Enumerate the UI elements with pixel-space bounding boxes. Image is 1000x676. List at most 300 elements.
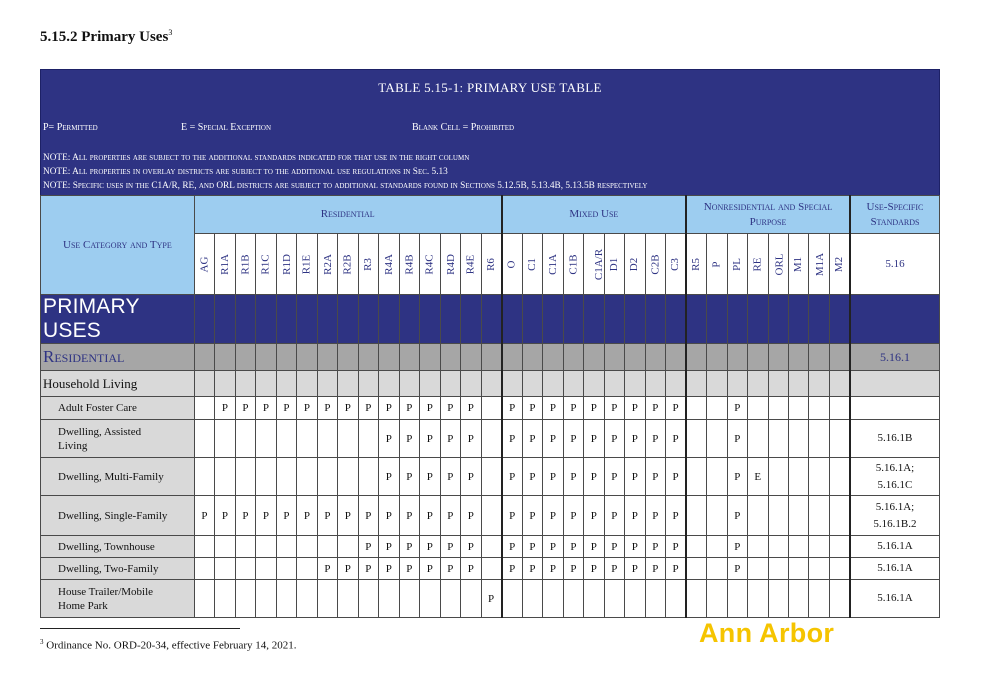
permission-cell: P xyxy=(666,397,687,420)
use-name: Dwelling, Townhouse xyxy=(41,536,195,558)
permission-cell: P xyxy=(461,420,481,458)
empty-cell xyxy=(399,344,419,371)
permission-cell: P xyxy=(461,397,481,420)
use-standard xyxy=(850,580,940,618)
permission-cell: P xyxy=(522,496,542,536)
zone-header: C2B xyxy=(645,234,665,295)
permission-cell xyxy=(686,458,706,496)
zone-header: RE xyxy=(748,234,768,295)
permission-cell: P xyxy=(317,558,337,580)
permission-cell xyxy=(481,397,502,420)
empty-cell xyxy=(666,295,687,344)
permission-cell: P xyxy=(379,458,399,496)
zone-header: R4A xyxy=(379,234,399,295)
permission-cell xyxy=(748,496,768,536)
permission-cell: P xyxy=(522,420,542,458)
permission-cell xyxy=(297,580,317,618)
permission-cell: P xyxy=(543,496,563,536)
empty-cell xyxy=(522,344,542,371)
table-row xyxy=(41,536,940,558)
permission-cell xyxy=(215,536,235,558)
zone-header: D1 xyxy=(604,234,624,295)
empty-cell xyxy=(768,371,788,397)
empty-cell xyxy=(727,295,747,344)
empty-cell xyxy=(645,371,665,397)
zone-header: R1E xyxy=(297,234,317,295)
permission-cell: P xyxy=(276,397,296,420)
permission-cell xyxy=(276,580,296,618)
permission-cell xyxy=(194,558,214,580)
empty-cell xyxy=(379,371,399,397)
permission-cell xyxy=(215,420,235,458)
permission-cell xyxy=(788,397,808,420)
standard-ref: 5.16.1B xyxy=(877,432,913,444)
table-notes xyxy=(43,151,647,193)
permission-cell xyxy=(317,536,337,558)
permission-cell xyxy=(768,397,788,420)
residential-heading: Residential xyxy=(41,344,195,371)
note-line: NOTE: Specific uses in the C1A/R, RE, and ORL districts are subject to additional standards found in Sections 5.12.5B, 5.13.4B, 5.13.5B respectively xyxy=(43,181,648,191)
permission-cell xyxy=(297,536,317,558)
permission-cell xyxy=(625,580,645,618)
permission-cell xyxy=(788,580,808,618)
note-line: NOTE: All properties in overlay districts are subject to the additional use regulations in Sec. 5.13 xyxy=(43,167,448,177)
permission-cell: P xyxy=(276,496,296,536)
permission-cell: P xyxy=(727,536,747,558)
empty-cell xyxy=(563,295,583,344)
empty-cell xyxy=(809,371,829,397)
permission-cell: P xyxy=(502,496,522,536)
permission-cell: P xyxy=(338,397,358,420)
permission-cell xyxy=(235,580,255,618)
empty-cell xyxy=(502,295,522,344)
empty-cell xyxy=(420,344,440,371)
permission-cell: P xyxy=(666,420,687,458)
zone-header: R4B xyxy=(399,234,419,295)
permission-cell: P xyxy=(584,420,604,458)
zone-header: R1D xyxy=(276,234,296,295)
permission-cell xyxy=(215,458,235,496)
permission-cell: P xyxy=(379,558,399,580)
empty-cell xyxy=(297,344,317,371)
empty-cell xyxy=(297,371,317,397)
permission-cell xyxy=(276,536,296,558)
permission-cell xyxy=(707,580,727,618)
permission-cell xyxy=(502,580,522,618)
permission-cell: P xyxy=(625,496,645,536)
permission-cell xyxy=(829,496,849,536)
empty-cell xyxy=(788,344,808,371)
table-row xyxy=(41,496,940,536)
permission-cell xyxy=(788,496,808,536)
permission-cell: P xyxy=(563,558,583,580)
permission-cell xyxy=(707,420,727,458)
use-name: Dwelling, Two-Family xyxy=(41,558,195,580)
permission-cell: P xyxy=(502,420,522,458)
permission-cell: P xyxy=(645,536,665,558)
permission-cell: P xyxy=(215,397,235,420)
permission-cell: P xyxy=(461,558,481,580)
permission-cell xyxy=(686,536,706,558)
empty-cell xyxy=(748,371,768,397)
empty-cell xyxy=(297,295,317,344)
empty-cell xyxy=(584,295,604,344)
empty-cell xyxy=(276,371,296,397)
permission-cell xyxy=(768,558,788,580)
permission-cell xyxy=(481,536,502,558)
empty-cell xyxy=(399,371,419,397)
zone-header: O xyxy=(502,234,522,295)
empty-cell xyxy=(461,344,481,371)
permission-cell xyxy=(686,558,706,580)
permission-cell: P xyxy=(543,458,563,496)
permission-cell xyxy=(686,420,706,458)
permission-cell: P xyxy=(502,536,522,558)
permission-cell: P xyxy=(604,496,624,536)
permission-cell xyxy=(235,536,255,558)
permission-cell: P xyxy=(420,558,440,580)
empty-cell xyxy=(707,344,727,371)
empty-cell xyxy=(707,295,727,344)
empty-cell xyxy=(543,295,563,344)
permission-cell: P xyxy=(563,458,583,496)
legend-permitted: P= Permitted xyxy=(43,122,98,133)
permission-cell xyxy=(215,580,235,618)
permission-cell xyxy=(338,536,358,558)
permission-cell: P xyxy=(358,496,378,536)
permission-cell xyxy=(584,580,604,618)
permission-cell xyxy=(297,558,317,580)
permission-cell: P xyxy=(399,496,419,536)
permission-cell: P xyxy=(604,397,624,420)
table-row xyxy=(41,580,940,618)
permission-cell: P xyxy=(727,420,747,458)
permission-cell xyxy=(686,496,706,536)
standard-ref: 5.16.1A; xyxy=(875,500,915,513)
table-title: TABLE 5.15-1: PRIMARY USE TABLE xyxy=(378,80,602,95)
permission-cell: P xyxy=(604,536,624,558)
permission-cell xyxy=(399,580,419,618)
residential-heading-standard: 5.16.1 xyxy=(850,344,940,371)
permission-cell: P xyxy=(543,420,563,458)
standards-section-number: 5.16 xyxy=(850,234,940,295)
permission-cell: P xyxy=(727,458,747,496)
permission-cell: P xyxy=(317,496,337,536)
permission-cell: P xyxy=(502,458,522,496)
permission-cell xyxy=(256,558,276,580)
legend-prohibited: Blank Cell = Prohibited xyxy=(412,122,515,133)
table-banner xyxy=(40,69,940,195)
household-living-heading-standard xyxy=(850,371,940,397)
empty-cell xyxy=(748,344,768,371)
permission-cell xyxy=(748,580,768,618)
permission-cell: P xyxy=(358,558,378,580)
empty-cell xyxy=(317,344,337,371)
empty-cell xyxy=(440,295,460,344)
zone-header: D2 xyxy=(625,234,645,295)
zone-header: R6 xyxy=(481,234,502,295)
permission-cell xyxy=(829,458,849,496)
empty-cell xyxy=(809,295,829,344)
permission-cell xyxy=(829,536,849,558)
permission-cell xyxy=(256,420,276,458)
empty-cell xyxy=(215,371,235,397)
use-name: House Trailer/Mobile Home Park xyxy=(41,580,195,618)
permission-cell xyxy=(829,397,849,420)
permission-cell xyxy=(748,558,768,580)
permission-cell: P xyxy=(440,536,460,558)
use-standard xyxy=(850,536,940,558)
empty-cell xyxy=(235,295,255,344)
permission-cell: P xyxy=(543,536,563,558)
permission-cell xyxy=(420,580,440,618)
empty-cell xyxy=(256,295,276,344)
permission-cell: P xyxy=(399,536,419,558)
permission-cell: P xyxy=(235,397,255,420)
empty-cell xyxy=(666,344,687,371)
empty-cell xyxy=(317,371,337,397)
permission-cell xyxy=(481,420,502,458)
group-nonresidential: Nonresidential and Special Purpose xyxy=(686,196,850,234)
permission-cell: P xyxy=(727,397,747,420)
permission-cell: P xyxy=(604,458,624,496)
zone-header: M1 xyxy=(788,234,808,295)
empty-cell xyxy=(686,344,706,371)
permission-cell: P xyxy=(625,397,645,420)
permission-cell xyxy=(194,536,214,558)
permission-cell: P xyxy=(297,397,317,420)
primary-uses-heading-standard xyxy=(850,295,940,344)
permission-cell: P xyxy=(584,558,604,580)
permission-cell xyxy=(358,420,378,458)
permission-cell: P xyxy=(666,558,687,580)
empty-cell xyxy=(215,295,235,344)
empty-cell xyxy=(829,344,849,371)
permission-cell: P xyxy=(399,558,419,580)
empty-cell xyxy=(604,371,624,397)
empty-cell xyxy=(768,295,788,344)
empty-cell xyxy=(584,371,604,397)
use-specific-standards-header: Use-Specific Standards xyxy=(850,196,940,234)
empty-cell xyxy=(420,371,440,397)
permission-cell xyxy=(666,580,687,618)
permission-cell: E xyxy=(748,458,768,496)
permission-cell: P xyxy=(604,558,624,580)
permission-cell xyxy=(809,458,829,496)
permission-cell: P xyxy=(604,420,624,458)
permission-cell: P xyxy=(379,397,399,420)
empty-cell xyxy=(829,295,849,344)
permission-cell xyxy=(194,420,214,458)
permission-cell xyxy=(522,580,542,618)
permission-cell: P xyxy=(235,496,255,536)
group-residential: Residential xyxy=(194,196,501,234)
permission-cell xyxy=(543,580,563,618)
permission-cell xyxy=(809,420,829,458)
permission-cell: P xyxy=(317,397,337,420)
permission-cell xyxy=(788,458,808,496)
permission-cell: P xyxy=(584,458,604,496)
permission-cell: P xyxy=(666,496,687,536)
empty-cell xyxy=(625,344,645,371)
permission-cell: P xyxy=(502,397,522,420)
empty-cell xyxy=(379,295,399,344)
empty-cell xyxy=(768,344,788,371)
zone-header: ORL xyxy=(768,234,788,295)
permission-cell xyxy=(276,458,296,496)
permission-cell xyxy=(809,496,829,536)
permission-cell xyxy=(788,420,808,458)
empty-cell xyxy=(338,344,358,371)
zone-header: R5 xyxy=(686,234,706,295)
permission-cell xyxy=(256,580,276,618)
permission-cell xyxy=(481,458,502,496)
empty-cell xyxy=(543,371,563,397)
permission-cell xyxy=(256,536,276,558)
permission-cell xyxy=(768,536,788,558)
permission-cell: P xyxy=(584,536,604,558)
permission-cell: P xyxy=(625,536,645,558)
zone-header: C1A/R xyxy=(584,234,604,295)
empty-cell xyxy=(645,344,665,371)
permission-cell xyxy=(748,397,768,420)
empty-cell xyxy=(358,295,378,344)
empty-cell xyxy=(707,371,727,397)
permission-cell xyxy=(809,580,829,618)
permission-cell: P xyxy=(625,420,645,458)
empty-cell xyxy=(194,295,214,344)
empty-cell xyxy=(502,371,522,397)
permission-cell: P xyxy=(584,496,604,536)
empty-cell xyxy=(522,295,542,344)
permission-cell: P xyxy=(563,397,583,420)
zone-header: R2A xyxy=(317,234,337,295)
permission-cell xyxy=(481,496,502,536)
permission-cell xyxy=(338,420,358,458)
permission-cell: P xyxy=(194,496,214,536)
permission-cell: P xyxy=(358,397,378,420)
use-grid xyxy=(40,195,940,618)
permission-cell: P xyxy=(727,558,747,580)
empty-cell xyxy=(379,344,399,371)
permission-cell: P xyxy=(338,496,358,536)
permission-cell: P xyxy=(584,397,604,420)
permission-cell xyxy=(563,580,583,618)
table-row xyxy=(41,458,940,496)
permission-cell: P xyxy=(645,458,665,496)
empty-cell xyxy=(256,371,276,397)
empty-cell xyxy=(829,371,849,397)
section-title: 5.15.2 Primary Uses$^3$ xyxy=(40,28,173,45)
empty-cell xyxy=(358,371,378,397)
permission-cell: P xyxy=(256,496,276,536)
permission-cell xyxy=(235,558,255,580)
permission-cell: P xyxy=(666,458,687,496)
empty-cell xyxy=(256,344,276,371)
permission-cell xyxy=(748,536,768,558)
empty-cell xyxy=(788,371,808,397)
permission-cell: P xyxy=(727,496,747,536)
empty-cell xyxy=(543,344,563,371)
permission-cell: P xyxy=(420,458,440,496)
empty-cell xyxy=(338,295,358,344)
standard-ref: 5.16.1B.2 xyxy=(873,517,917,530)
note-line: NOTE: All properties are subject to the additional standards indicated for that use in the right column xyxy=(43,153,470,163)
empty-cell xyxy=(235,371,255,397)
permission-cell: P xyxy=(399,420,419,458)
permission-cell xyxy=(809,558,829,580)
permission-cell xyxy=(215,558,235,580)
empty-cell xyxy=(748,295,768,344)
permission-cell: P xyxy=(461,536,481,558)
use-standard xyxy=(850,420,940,458)
empty-cell xyxy=(481,295,502,344)
permission-cell xyxy=(358,580,378,618)
permission-cell xyxy=(338,580,358,618)
empty-cell xyxy=(276,344,296,371)
permission-cell: P xyxy=(399,397,419,420)
legend-special-exception: E = Special Exception xyxy=(181,122,272,133)
permission-cell: P xyxy=(645,558,665,580)
permission-cell xyxy=(461,580,481,618)
permission-cell xyxy=(276,558,296,580)
permission-cell xyxy=(809,397,829,420)
permission-cell: P xyxy=(522,558,542,580)
empty-cell xyxy=(276,295,296,344)
use-standard xyxy=(850,397,940,420)
use-name: Adult Foster Care xyxy=(41,397,195,420)
permission-cell xyxy=(297,458,317,496)
empty-cell xyxy=(788,295,808,344)
permission-cell: P xyxy=(645,397,665,420)
permission-cell: P xyxy=(338,558,358,580)
use-standard xyxy=(850,496,940,536)
permission-cell: P xyxy=(461,496,481,536)
empty-cell xyxy=(584,344,604,371)
empty-cell xyxy=(461,295,481,344)
permission-cell: P xyxy=(440,458,460,496)
permission-cell: P xyxy=(358,536,378,558)
standard-ref: 5.16.1A; xyxy=(875,461,915,474)
permission-cell: P xyxy=(420,420,440,458)
empty-cell xyxy=(809,344,829,371)
ann-arbor-logo: Ann Arbor xyxy=(699,618,835,648)
permission-cell xyxy=(604,580,624,618)
empty-cell xyxy=(625,295,645,344)
permission-cell xyxy=(297,420,317,458)
footnote-divider xyxy=(40,628,240,629)
permission-cell: P xyxy=(522,536,542,558)
permission-cell: P xyxy=(563,536,583,558)
permission-cell xyxy=(645,580,665,618)
zone-header: C1B xyxy=(563,234,583,295)
zone-header: M2 xyxy=(829,234,849,295)
use-standard xyxy=(850,558,940,580)
permission-cell: P xyxy=(420,496,440,536)
permission-cell xyxy=(338,458,358,496)
permission-cell xyxy=(194,458,214,496)
permission-cell xyxy=(194,580,214,618)
permission-cell xyxy=(686,580,706,618)
group-mixed-use: Mixed Use xyxy=(502,196,686,234)
permission-cell xyxy=(276,420,296,458)
zone-header: M1A xyxy=(809,234,829,295)
empty-cell xyxy=(604,344,624,371)
empty-cell xyxy=(194,344,214,371)
permission-cell xyxy=(317,580,337,618)
zone-header: C1 xyxy=(522,234,542,295)
use-name: Dwelling, Multi-Family xyxy=(41,458,195,496)
